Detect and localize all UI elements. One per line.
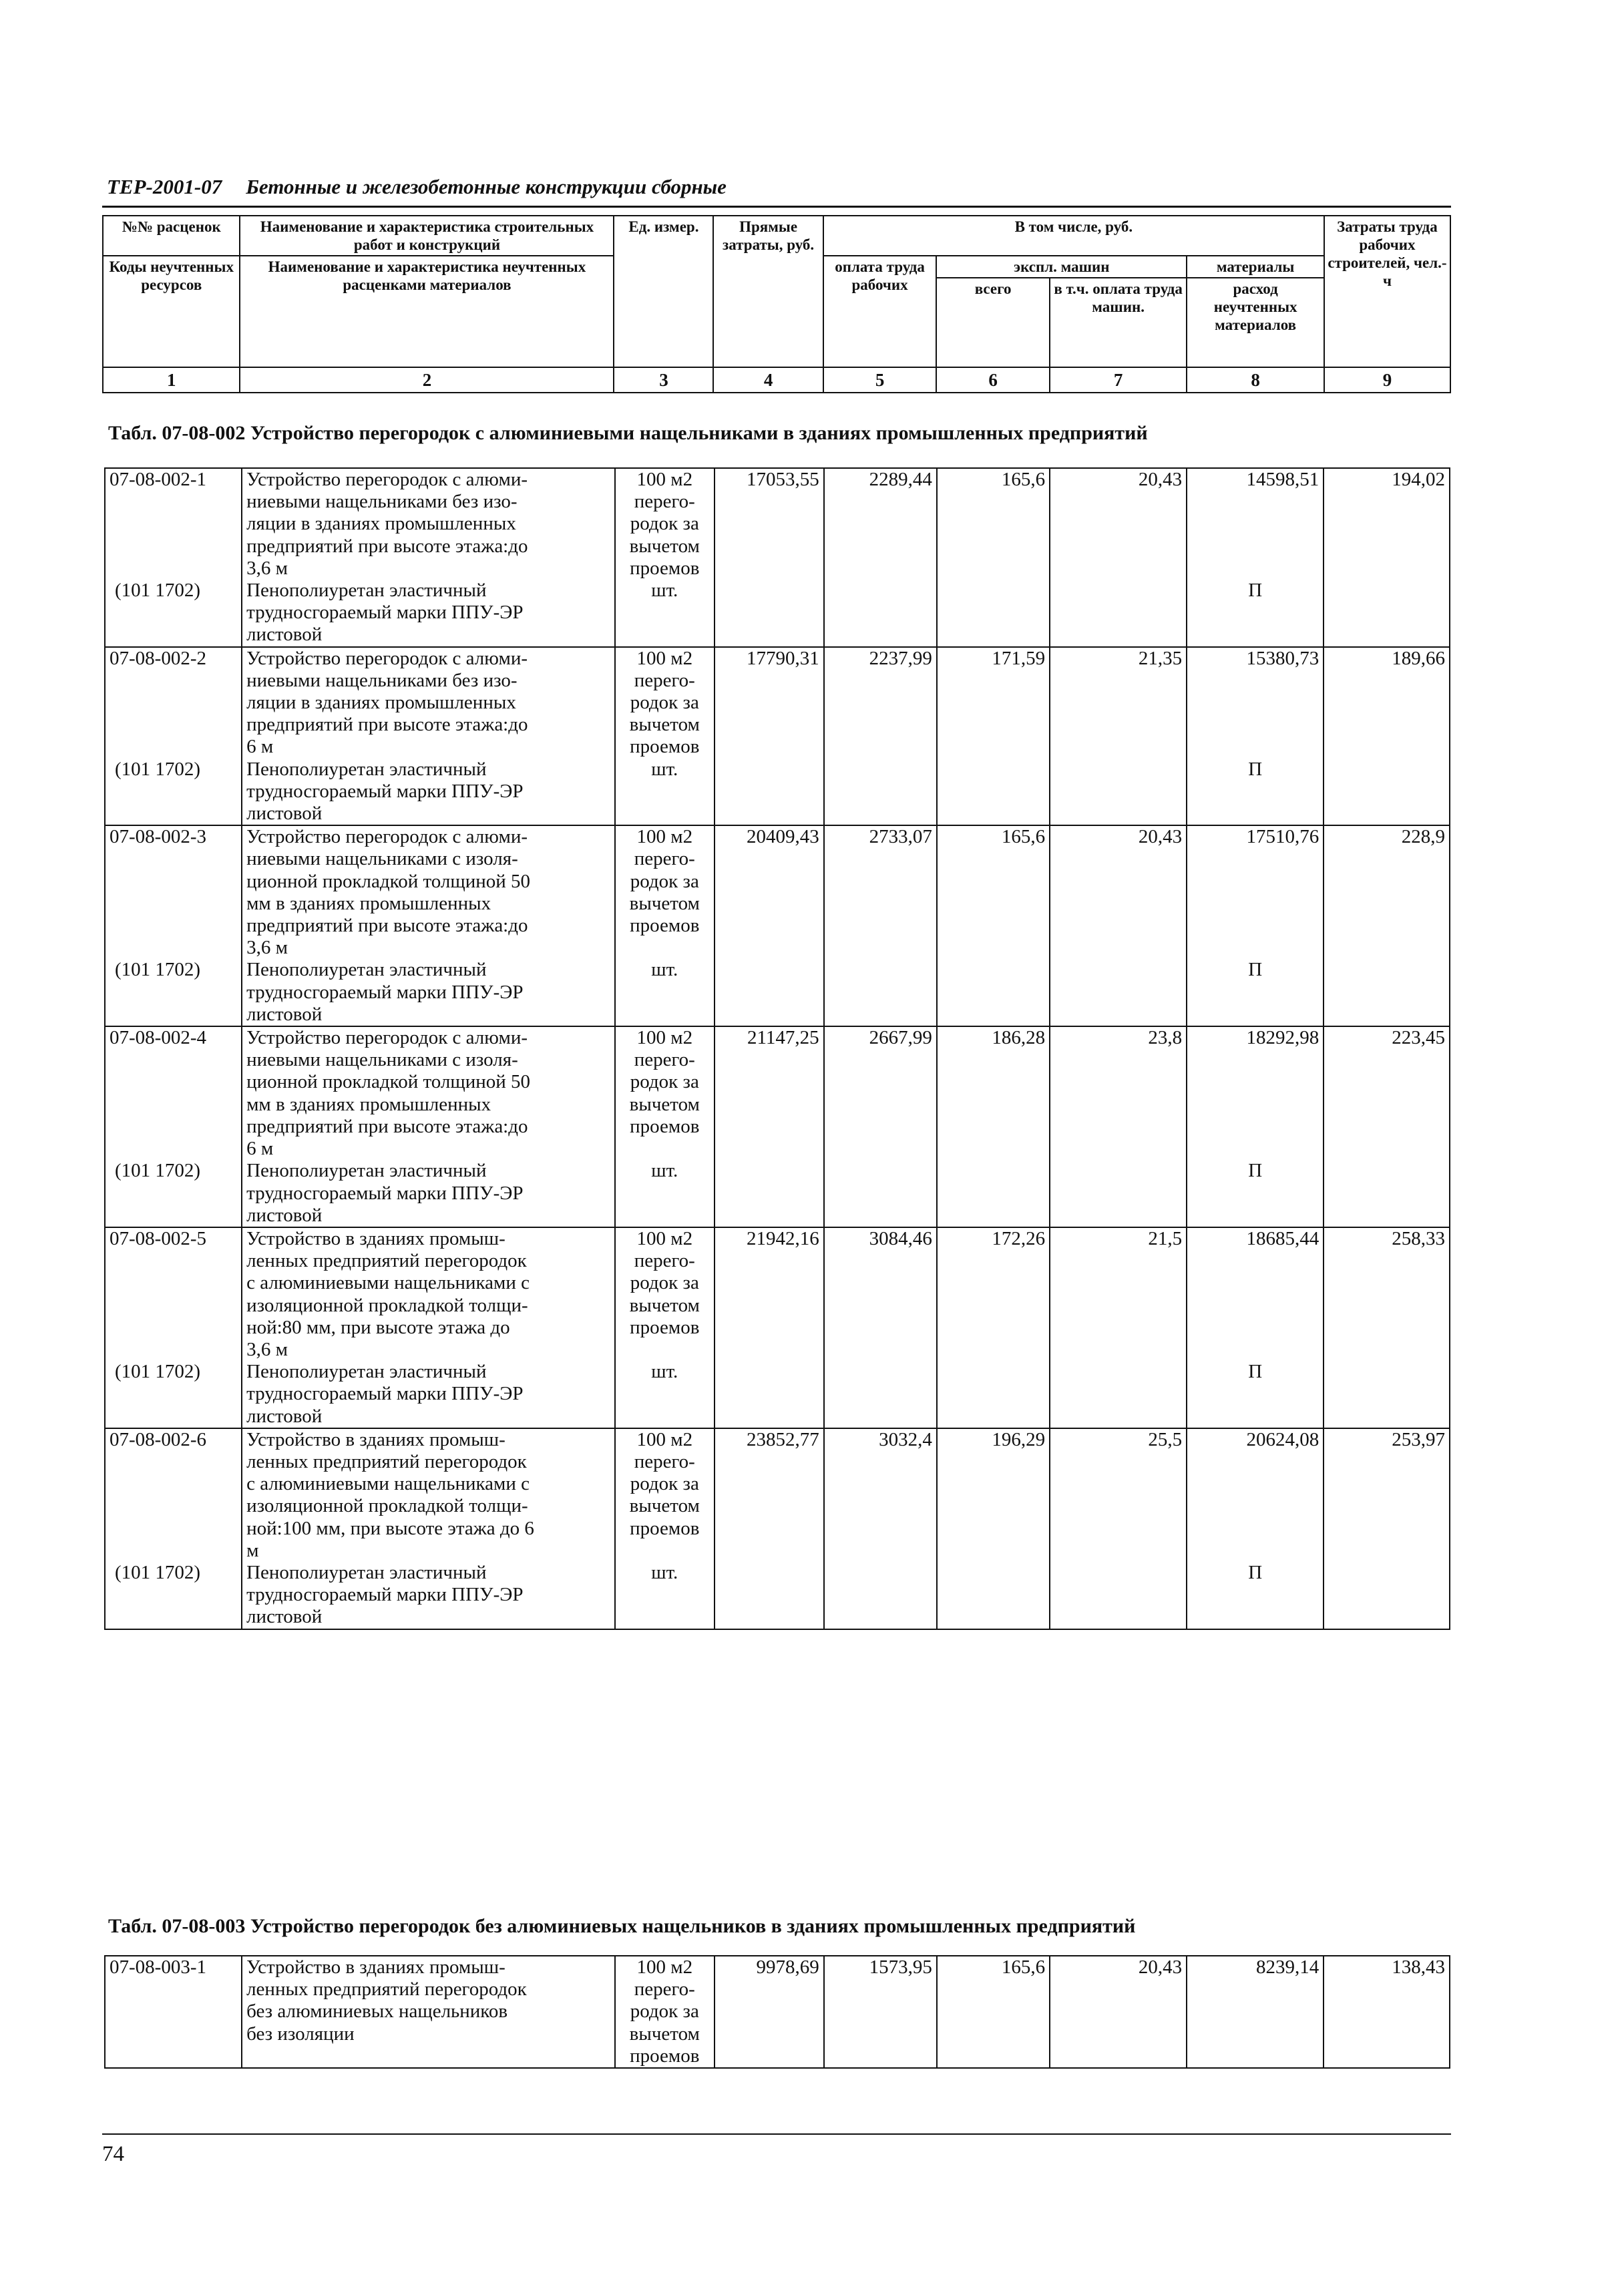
work-name-line: ниевыми нащельниками без изо- [246,669,518,691]
materials-value: 15380,73 [1246,647,1320,669]
materials-cell [1187,825,1324,1026]
page-header [107,175,1449,199]
work-name-line: ционной прокладкой толщиной 50 [246,1071,531,1093]
work-name-line: Устройство в зданиях промыш- [246,1956,505,1978]
unit-cell [615,1428,715,1629]
resource-code: (101 1702) [115,959,201,981]
col-num-3: 3 [614,367,713,393]
unit-line: перего- [634,1450,695,1472]
unit-line: родок за [630,870,699,892]
col-num-8: 8 [1187,367,1324,393]
machines-labor-cell: 23,8 [1050,1026,1187,1227]
document-code: ТЕР-2001-07 [107,175,222,198]
resource-name-line: трудносгораемый марки ППУ-ЭР [246,1182,524,1204]
resource-name-line: листовой [246,624,323,646]
machines-labor-cell: 20,43 [1050,1956,1187,2068]
work-name-cell [242,1956,615,2068]
work-name-cell [242,468,615,647]
work-name-line: ниевыми нащельниками с изоля- [246,848,518,870]
direct-costs-cell: 17053,55 [715,468,824,647]
work-name-line: с алюминиевыми нащельниками с [246,1272,530,1294]
machines-total-cell: 186,28 [937,1026,1050,1227]
work-name-line: Устройство в зданиях промыш- [246,1428,505,1450]
unit-line: перего- [634,848,695,870]
rates-table-002 [104,467,1450,1630]
rate-code: 07-08-002-2 [110,647,206,669]
work-name-cell [242,647,615,826]
machines-labor-cell: 21,35 [1050,647,1187,826]
unaccounted-material-mark: П [1248,1561,1263,1583]
resource-name-line: Пенополиуретан эластичный [246,1160,487,1182]
unit-line: перего- [634,669,695,691]
rate-code: 07-08-002-3 [110,826,206,848]
materials-cell [1187,1026,1324,1227]
machines-labor-cell: 20,43 [1050,825,1187,1026]
resource-code: (101 1702) [115,580,201,601]
rate-code: 07-08-002-5 [110,1227,206,1249]
work-name-line: Устройство перегородок с алюми- [246,469,528,490]
machines-labor-cell: 21,5 [1050,1227,1187,1428]
direct-costs-cell: 23852,77 [715,1428,824,1629]
work-name-cell [242,1026,615,1227]
rate-code: 07-08-002-1 [110,469,206,490]
work-name-line: с алюминиевыми нащельниками с [246,1473,530,1495]
resource-unit: шт. [651,1561,678,1583]
col-num-7: 7 [1050,367,1187,393]
col-machines-group: экспл. машин [936,256,1187,278]
direct-costs-cell: 21942,16 [715,1227,824,1428]
table-row [105,647,1450,826]
unaccounted-material-mark: П [1248,1160,1263,1182]
unit-line: вычетом [629,1294,700,1316]
direct-costs-cell: 9978,69 [715,1956,824,2068]
unit-line: 100 м2 [636,826,693,848]
work-name-line: Устройство перегородок с алюми- [246,647,528,669]
resource-name-line: трудносгораемый марки ППУ-ЭР [246,780,524,802]
labor-pay-cell: 2667,99 [824,1026,937,1227]
labor-hours-cell: 138,43 [1324,1956,1450,2068]
work-name-line: предприятий при высоте этажа:до [246,714,528,736]
unaccounted-material-mark: П [1248,959,1263,981]
unit-line: 100 м2 [636,1956,693,1978]
machines-total-cell: 165,6 [937,825,1050,1026]
resource-name-line: Пенополиуретан эластичный [246,580,487,602]
unit-line: проемов [630,1316,700,1338]
unaccounted-material-mark: П [1248,1361,1263,1383]
col-num-2: 2 [240,367,614,393]
unit-line: родок за [630,1272,699,1294]
resource-unit: шт. [651,758,678,780]
materials-cell [1187,1428,1324,1629]
work-name-line: без изоляции [246,2023,355,2045]
col-labor-pay: оплата труда рабочих [823,256,937,367]
materials-value: 18292,98 [1246,1027,1320,1049]
work-name-line: без алюминиевых нащельников [246,2001,508,2023]
unit-line: перего- [634,1250,695,1272]
resource-code: (101 1702) [115,1561,201,1583]
unit-line: проемов [630,1517,700,1539]
labor-hours-cell: 228,9 [1324,825,1450,1026]
col-group-including: В том числе, руб. [823,216,1324,256]
materials-cell [1187,468,1324,647]
table-row [105,468,1450,647]
labor-pay-cell: 1573,95 [824,1956,937,2068]
work-name-cell [242,1428,615,1629]
unaccounted-material-mark: П [1248,580,1263,601]
resource-code: (101 1702) [115,1160,201,1182]
work-name-line: Устройство в зданиях промыш- [246,1227,505,1249]
materials-value: 20624,08 [1246,1428,1320,1450]
rates-table-003 [104,1955,1450,2069]
col-direct-costs: Прямые затраты, руб. [713,216,823,367]
work-name-line: ленных предприятий перегородок [246,1450,527,1472]
table-row [105,825,1450,1026]
table-003-title: Табл. 07-08-003 Устройство перегородок без алюминиевых нащельников в зданиях промышленных предприятий [108,1915,1136,1937]
machines-labor-cell: 20,43 [1050,468,1187,647]
unit-line: перего- [634,1979,695,2001]
resource-name-line: листовой [246,1606,323,1628]
unit-cell [615,825,715,1026]
rate-code-cell [105,1428,242,1629]
unit-line: родок за [630,692,699,714]
rate-code-cell [105,1956,242,2068]
work-name-line: 6 м [246,736,274,758]
work-name-line: ленных предприятий перегородок [246,1979,527,2001]
unit-line: 100 м2 [636,469,693,490]
page-number: 74 [102,2142,124,2166]
resource-name-line: трудносгораемый марки ППУ-ЭР [246,981,524,1003]
resource-name-line: листовой [246,1204,323,1226]
work-name-line: предприятий при высоте этажа:до [246,535,528,557]
col-num-6: 6 [936,367,1050,393]
rate-code-cell [105,468,242,647]
resource-unit: шт. [651,1160,678,1182]
rate-code-cell [105,647,242,826]
direct-costs-cell: 20409,43 [715,825,824,1026]
machines-labor-cell: 25,5 [1050,1428,1187,1629]
labor-pay-cell: 3032,4 [824,1428,937,1629]
work-name-line: ниевыми нащельниками с изоля- [246,1049,518,1071]
work-name-cell [242,1227,615,1428]
resource-code: (101 1702) [115,1361,201,1383]
document-section-title: Бетонные и железобетонные конструкции сборные [246,175,727,198]
unit-cell [615,1227,715,1428]
unit-line: проемов [630,2045,700,2067]
col-unit: Ед. измер. [614,216,713,367]
resource-unit: шт. [651,959,678,981]
table-row [105,1227,1450,1428]
resource-unit: шт. [651,580,678,602]
unit-line: 100 м2 [636,1428,693,1450]
direct-costs-cell: 21147,25 [715,1026,824,1227]
machines-total-cell: 165,6 [937,1956,1050,2068]
unit-line: вычетом [629,714,700,736]
unit-line: проемов [630,736,700,758]
unit-cell [615,647,715,826]
labor-pay-cell: 2237,99 [824,647,937,826]
unit-line: 100 м2 [636,1027,693,1049]
resource-name-line: Пенополиуретан эластичный [246,1361,487,1383]
unit-line: проемов [630,557,700,579]
rate-code-cell [105,825,242,1026]
unit-line: проемов [630,1115,700,1137]
work-name-line: предприятий при высоте этажа:до [246,1115,528,1137]
col-materials-bottom: расход неучтенных материалов [1187,278,1324,367]
work-name-line: изоляционной прокладкой толщи- [246,1294,528,1316]
resource-name-line: листовой [246,1003,323,1025]
col-num-1: 1 [103,367,240,393]
resource-name-line: Пенополиуретан эластичный [246,1561,487,1583]
table-002-title: Табл. 07-08-002 Устройство перегородок с алюминиевыми нащельниками в зданиях промышленных предприятий [108,422,1148,444]
work-name-line: м [246,1539,259,1561]
col-code-top: №№ расценок [103,216,240,256]
resource-name-line: Пенополиуретан эластичный [246,959,487,981]
work-name-line: мм в зданиях промышленных [246,892,491,914]
col-materials-top: материалы [1187,256,1324,278]
resource-name-line: трудносгораемый марки ППУ-ЭР [246,1383,524,1405]
rate-code-cell [105,1227,242,1428]
work-name-line: изоляционной прокладкой толщи- [246,1495,528,1517]
machines-total-cell: 165,6 [937,468,1050,647]
col-num-4: 4 [713,367,823,393]
work-name-line: ной:80 мм, при высоте этажа до [246,1316,510,1338]
labor-hours-cell: 189,66 [1324,647,1450,826]
resource-name-line: трудносгораемый марки ППУ-ЭР [246,602,524,624]
unit-line: вычетом [629,2023,700,2045]
col-labor-hours: Затраты труда рабочих строителей, чел.-ч [1324,216,1450,367]
col-num-5: 5 [823,367,937,393]
machines-total-cell: 171,59 [937,647,1050,826]
work-name-line: ляции в зданиях промышленных [246,513,516,535]
labor-hours-cell: 223,45 [1324,1026,1450,1227]
work-name-line: Устройство перегородок с алюми- [246,826,528,848]
footer-rule [102,2133,1451,2135]
labor-pay-cell: 3084,46 [824,1227,937,1428]
unit-line: перего- [634,1049,695,1071]
labor-hours-cell: 258,33 [1324,1227,1450,1428]
col-name-top: Наименование и характеристика строительных работ и конструкций [240,216,614,256]
rate-code: 07-08-002-4 [110,1027,206,1049]
resource-unit: шт. [651,1361,678,1383]
unit-line: вычетом [629,892,700,914]
work-name-line: ционной прокладкой толщиной 50 [246,870,531,892]
rate-code: 07-08-003-1 [110,1956,206,1978]
labor-pay-cell: 2289,44 [824,468,937,647]
materials-value: 18685,44 [1246,1227,1320,1249]
unaccounted-material-mark: П [1248,758,1263,780]
table-row [105,1026,1450,1227]
work-name-line: предприятий при высоте этажа:до [246,915,528,937]
materials-value: 8239,14 [1255,1956,1320,1978]
unit-line: вычетом [629,1495,700,1517]
unit-cell [615,1026,715,1227]
work-name-line: Устройство перегородок с алюми- [246,1027,528,1049]
materials-value: 17510,76 [1246,826,1320,848]
work-name-line: ниевыми нащельниками без изо- [246,491,518,513]
work-name-cell [242,825,615,1026]
unit-line: родок за [630,513,699,535]
col-num-9: 9 [1324,367,1450,393]
unit-line: проемов [630,915,700,937]
resource-name-line: трудносгораемый марки ППУ-ЭР [246,1584,524,1606]
labor-pay-cell: 2733,07 [824,825,937,1026]
resource-name-line: листовой [246,1405,323,1427]
rate-code: 07-08-002-6 [110,1428,206,1450]
unit-cell [615,468,715,647]
materials-cell [1187,647,1324,826]
work-name-line: ленных предприятий перегородок [246,1250,527,1272]
materials-cell [1187,1227,1324,1428]
resource-code: (101 1702) [115,758,201,780]
unit-cell [615,1956,715,2068]
machines-total-cell: 172,26 [937,1227,1050,1428]
unit-line: вычетом [629,1093,700,1115]
machines-total-cell: 196,29 [937,1428,1050,1629]
labor-hours-cell: 194,02 [1324,468,1450,647]
work-name-line: мм в зданиях промышленных [246,1093,491,1115]
column-header-table [102,215,1451,393]
header-rule [102,206,1451,208]
resource-name-line: Пенополиуретан эластичный [246,758,487,780]
work-name-line: 3,6 м [246,937,288,959]
work-name-line: ляции в зданиях промышленных [246,692,516,714]
col-name-bottom: Наименование и характеристика неучтенных расценками материалов [240,256,614,367]
col-code-bottom: Коды неучтенных ресурсов [103,256,240,367]
col-machines-total: всего [936,278,1050,367]
unit-line: родок за [630,1071,699,1093]
materials-value: 14598,51 [1246,469,1320,490]
work-name-line: ной:100 мм, при высоте этажа до 6 [246,1517,534,1539]
col-machines-labor: в т.ч. оплата труда машин. [1050,278,1187,367]
unit-line: вычетом [629,535,700,557]
unit-line: перего- [634,491,695,513]
table-row [105,1956,1450,2068]
unit-line: родок за [630,1473,699,1495]
unit-line: 100 м2 [636,1227,693,1249]
direct-costs-cell: 17790,31 [715,647,824,826]
unit-line: родок за [630,2001,699,2023]
unit-line: 100 м2 [636,647,693,669]
labor-hours-cell: 253,97 [1324,1428,1450,1629]
rate-code-cell [105,1026,242,1227]
materials-cell [1187,1956,1324,2068]
work-name-line: 3,6 м [246,1338,288,1360]
table-row [105,1428,1450,1629]
work-name-line: 6 м [246,1138,274,1160]
resource-name-line: листовой [246,803,323,825]
work-name-line: 3,6 м [246,557,288,579]
